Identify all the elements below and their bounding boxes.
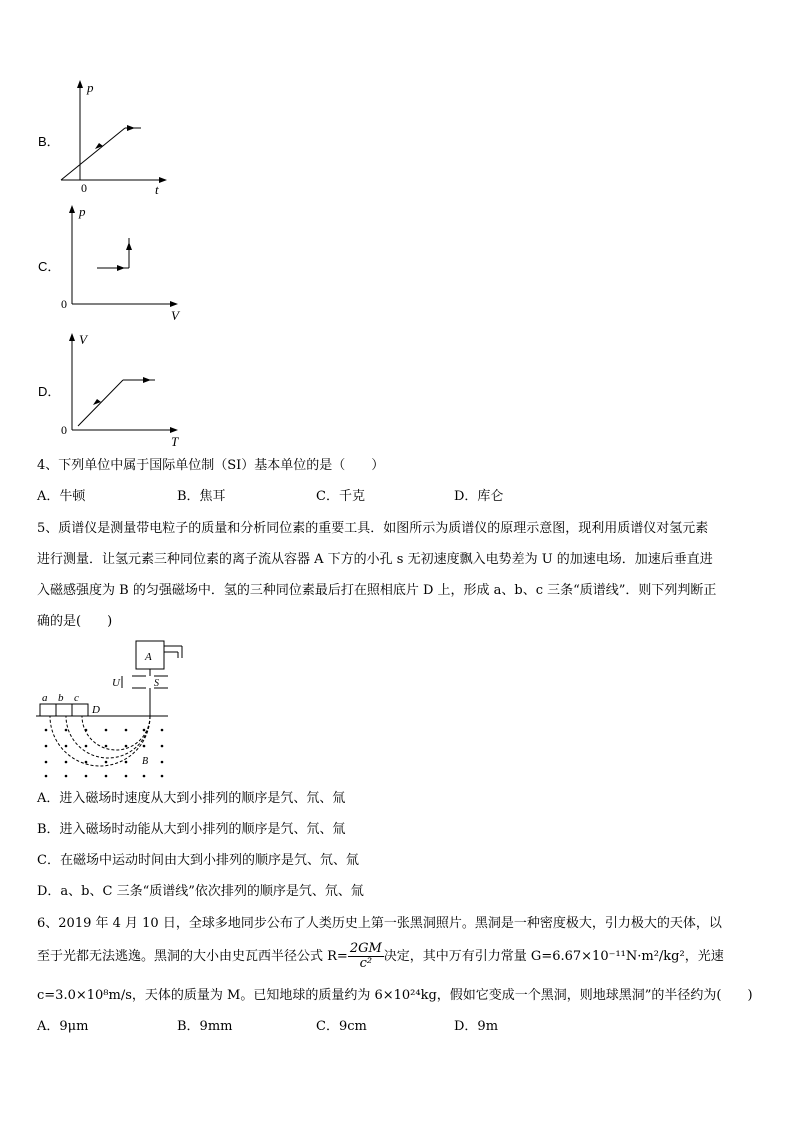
q5-option-c: C．在磁场中运动时间由大到小排列的顺序是氕、氘、氚 [37, 853, 359, 868]
fraction-denominator: c² [359, 956, 373, 971]
q6-option-d: D．9m [454, 1019, 499, 1034]
q6-line-3: c=3.0×10⁸m/s，天体的质量为 M。已知地球的质量约为 6×10²⁴kg，假如它变成一个黑洞，则地球黑洞”的半径约为( ) [37, 988, 753, 1003]
graph-d-v-t [55, 330, 185, 448]
q5-line-4: 确的是( ) [37, 614, 113, 629]
q6-line-2-post: 决定，其中万有引力常量 G=6.67×10⁻¹¹N·m²/kg²，光速 [383, 949, 724, 964]
q4-stem: 4、下列单位中属于国际单位制（SI）基本单位的是（ ） [37, 458, 385, 473]
q5-option-d: D．a、b、C 三条“质谱线”依次排列的顺序是氕、氘、氚 [37, 884, 364, 899]
graph-d-x-label: T [171, 434, 179, 448]
q6-option-c: C．9cm [316, 1019, 367, 1034]
q4-option-a: A．牛顿 [37, 489, 86, 504]
diagram-label-B: B [142, 756, 149, 767]
option-b-label: B． [38, 134, 60, 149]
q6-line-1: 6、2019 年 4 月 10 日，全球多地同步公布了人类历史上第一张黑洞照片。黑洞是一种密度极大，引力极大的天体，以 [37, 916, 722, 931]
fraction-numerator: 2GM [349, 941, 382, 956]
graph-c-x-label: V [171, 308, 179, 322]
q6-option-b: B．9mm [177, 1019, 233, 1034]
q4-option-d: D．库仑 [454, 489, 504, 504]
option-c-label: C． [38, 259, 61, 274]
q5-line-2: 进行测量．让氢元素三种同位素的离子流从容器 A 下方的小孔 s 无初速度飘入电势差为 U 的加速电场．加速后垂直进 [37, 552, 713, 567]
q5-line-3: 入磁感强度为 B 的匀强磁场中．氢的三种同位素最后打在照相底片 D 上，形成 a、b、c 三条“质谱线”．则下列判断正 [37, 583, 717, 598]
graph-d-y-label: V [79, 332, 87, 347]
graph-b-x-label: t [155, 182, 159, 197]
graph-b-y-label: p [87, 80, 94, 95]
diagram-label-c: c [74, 692, 79, 704]
q6-option-a: A．9μm [37, 1019, 89, 1034]
q5-option-a: A．进入磁场时速度从大到小排列的顺序是氕、氘、氚 [37, 791, 346, 806]
diagram-label-b: b [58, 692, 64, 704]
graph-c-origin: 0 [61, 297, 67, 311]
q5-line-1: 5、质谱仪是测量带电粒子的质量和分析同位素的重要工具．如图所示为质谱仪的原理示意图，现利用质谱仪对氢元素 [37, 521, 709, 536]
q4-option-b: B．焦耳 [177, 489, 226, 504]
diagram-label-S: S [154, 678, 159, 689]
graph-c-p-v [55, 202, 185, 322]
graph-d-origin: 0 [61, 423, 67, 437]
schwarzschild-fraction [348, 942, 384, 971]
diagram-label-A: A [145, 651, 152, 663]
mass-spectrometer-diagram [36, 638, 186, 780]
q5-option-b: B．进入磁场时动能从大到小排列的顺序是氕、氘、氚 [37, 822, 346, 837]
q6-line-2 [37, 942, 724, 971]
q6-line-2-pre: 至于光都无法逃逸。黑洞的大小由史瓦西半径公式 R= [37, 949, 348, 964]
graph-b-p-t [55, 78, 175, 198]
q4-option-c: C．千克 [316, 489, 365, 504]
diagram-label-D: D [92, 704, 100, 716]
diagram-label-U: U [112, 677, 120, 689]
graph-c-y-label: p [79, 204, 86, 219]
option-d-label: D． [38, 384, 61, 399]
diagram-label-a: a [42, 692, 48, 704]
graph-b-origin: 0 [81, 181, 87, 195]
